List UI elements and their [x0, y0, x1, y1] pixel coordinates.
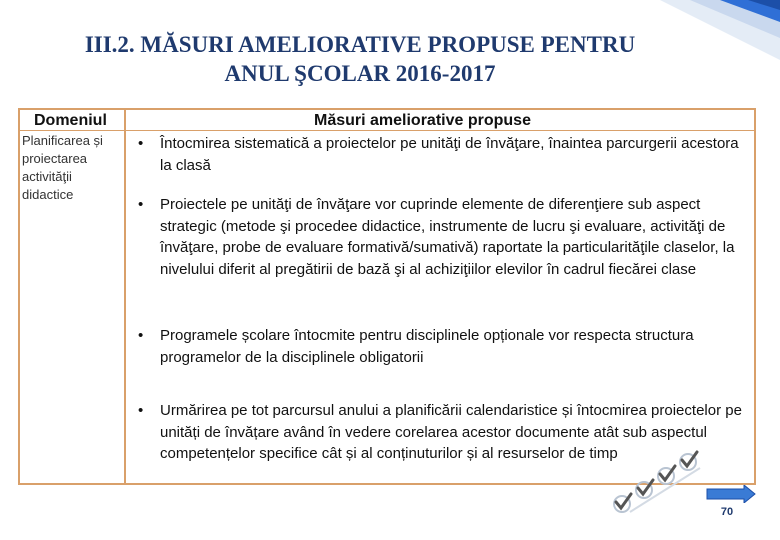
domain-cell: Planificarea și proiectarea activităţii didactice	[22, 133, 103, 202]
bullet: •	[138, 327, 144, 344]
title-line-1: III.2. MĂSURI AMELIORATIVE PROPUSE PENTRU	[84, 32, 636, 57]
measure-text: Proiectele pe unităţi de învăţare vor cuprinde elemente de diferenţiere sub aspect strategic (metode şi procedee didactice, instrumente de lucru şi evaluare, activităţi de învăţare, probe de evaluare formativă/sumativă) raportate la particularităţile claselor, la nivelului diferit al pregătirii de bază şi al achiziţiilor elevilor în cadrul fiecărei clase	[160, 196, 735, 278]
next-arrow-button[interactable]	[706, 485, 756, 503]
header-measures: Măsuri ameliorative propuse	[314, 112, 531, 129]
list-item	[138, 194, 748, 280]
list-item	[138, 133, 748, 176]
measure-text: Urmărirea pe tot parcursul anului a planificării calendaristice și întocmirea proiectelor pe unități de învățare având în vedere corelarea acestor documente atât sub aspectul competențelor specifice cât și al conținuturilor și al resurselor de timp	[160, 402, 742, 462]
bullet: •	[138, 135, 144, 152]
measure-text: Programele școlare întocmite pentru disciplinele opționale vor respecta structura programelor de la disciplinele obligatorii	[160, 327, 694, 366]
bullet: •	[138, 196, 144, 213]
list-item	[138, 325, 748, 368]
checklist-icon	[600, 428, 710, 528]
measure-text: Întocmirea sistematică a proiectelor pe unităţi de învăţare, înaintea parcurgerii acestora la clasă	[160, 135, 739, 174]
header-domain: Domeniul	[34, 112, 107, 129]
page-number: 70	[720, 506, 734, 518]
page-title	[0, 30, 720, 88]
bullet: •	[138, 402, 144, 419]
title-line-2: ANUL ŞCOLAR 2016-2017	[224, 61, 496, 86]
